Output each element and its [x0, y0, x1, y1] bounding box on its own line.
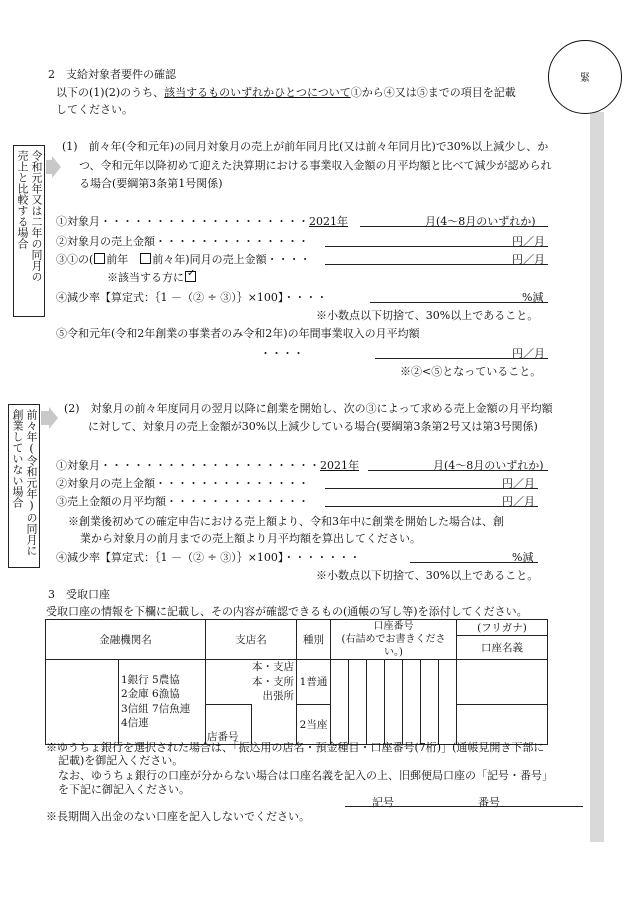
case2-item2-unit: 円／月	[502, 477, 535, 490]
case1-item4: ④減少率【算定式：｛1 －（② ÷ ③）｝×100】・・・・	[56, 291, 328, 304]
case1-item4-unit: %減	[522, 291, 544, 304]
margin-bar	[590, 112, 604, 842]
col-holder-header: 口座名義	[457, 636, 548, 660]
case2-item4-unit: %減	[512, 551, 534, 564]
case2-side-label: 前々年(令和元年)の同月に 創業していない場合	[8, 404, 40, 568]
type-current-option[interactable]: 2当座	[297, 704, 331, 744]
case1-item2-unit: 円／月	[512, 235, 545, 248]
checkbox-prev-year[interactable]	[94, 253, 105, 264]
account-digit-5[interactable]	[403, 660, 421, 745]
case1-check-note: ※該当する方に ✓	[107, 268, 196, 284]
yucho-note-1: ※ゆうちょ銀行を選択された場合は、「振込用の店名・預金種目・口座番号(7桁)」(通帳見開き下部に	[46, 741, 545, 754]
case2-line1: (2) 対象月の前々年度同月の翌月以降に創業を開始し、次の③によって求める売上金額の月平均額	[64, 402, 553, 415]
case1-item1: ①対象月・・・・・・・・・・・・・・・・・・・2021年	[56, 215, 348, 228]
case1-side-label: 令和元年又は二年の同月の 売上と比較する場合	[13, 145, 45, 317]
col-kana-header: (フリガナ)	[457, 620, 548, 636]
section3-intro: 受取口座の情報を下欄に記載し、その内容が確認できるもの(通帳の写し等)を添付してください。	[46, 605, 528, 618]
type-ordinary-option[interactable]: 1普通	[297, 660, 331, 705]
account-holder-field[interactable]	[457, 704, 548, 744]
account-table	[45, 619, 548, 745]
section2-intro-cont: してください。	[56, 103, 133, 116]
case1-item3: ③①の( 前年 前々年)同月の売上金額・・・・	[56, 253, 311, 266]
case1-item5: ⑤令和元年(令和2年創業の事業者のみ令和2年)の年間事業収入の月平均額	[56, 327, 420, 340]
case1-item1-note: 月(4～8月のいずれか)	[425, 215, 536, 228]
col-bank-header: 金融機関名	[46, 620, 206, 660]
case2-note-b: 業から対象月の前月までの売上額より月平均額を算出してください。	[80, 532, 421, 545]
branch-name-field[interactable]	[252, 704, 297, 744]
case1-item5-note: ※②<⑤となっていること。	[400, 365, 542, 378]
case1-item2: ②対象月の売上金額・・・・・・・・・・・・・・	[56, 235, 309, 248]
yucho-note-3: なお、ゆうちょ銀行の口座が分からない場合は口座名義を記入の上、旧郵便局口座の「記号・番号」	[58, 769, 553, 782]
case2-item1-note: 月(4～8月のいずれか)	[433, 459, 544, 472]
case2-item4-note: ※小数点以下切捨て、30%以上であること。	[316, 569, 539, 582]
col-type-header: 種別	[297, 620, 331, 660]
branch-options[interactable]: 本・支店 本・支所 出張所	[206, 660, 297, 705]
account-digit-6[interactable]	[421, 660, 439, 745]
account-digit-1[interactable]	[331, 660, 349, 745]
case1-item4-note: ※小数点以下切捨て、30%以上であること。	[316, 309, 539, 322]
case1-item5-unit: 円／月	[512, 347, 545, 360]
case1-line3: る場合(要綱第3条第1号関係)	[79, 177, 223, 190]
account-digit-2[interactable]	[349, 660, 367, 745]
col-branch-header: 支店名	[206, 620, 297, 660]
branch-number-field[interactable]: 店番号	[206, 704, 252, 744]
col-account-header: 口座番号 (右詰めでお書きくださ い。)	[331, 620, 457, 660]
case2-item2: ②対象月の売上金額・・・・・・・・・・・・・・	[56, 477, 309, 490]
case2-arrow-bar	[41, 411, 49, 425]
case2-item4: ④減少率【算定式：｛1 －（② ÷ ③）｝×100】・・・・・・・	[56, 551, 361, 564]
bank-name-field[interactable]	[46, 660, 119, 745]
kana-field[interactable]	[457, 660, 548, 705]
kigo-bango-field[interactable]	[345, 806, 583, 807]
dormant-account-note: ※長期間入出金のない口座を記入しないでください。	[46, 810, 310, 823]
case1-item5-dots: ・・・・	[260, 347, 304, 360]
case2-item3-unit: 円／月	[502, 495, 535, 508]
kigo-label: 記号	[372, 796, 394, 809]
case1-arrow-icon	[52, 156, 61, 178]
checkbox-two-years-ago[interactable]	[140, 253, 151, 264]
case1-line1: (1) 前々年(令和元年)の同月対象月の売上が前年同月比(又は前々年同月比)で30%以上減少し、か	[62, 140, 549, 153]
section2-heading: 2 支給対象者要件の確認	[48, 68, 176, 81]
case2-item3: ③売上金額の月平均額・・・・・・・・・・・・・	[56, 495, 309, 508]
case2-arrow-icon	[49, 407, 58, 429]
bango-label: 番号	[478, 796, 500, 809]
yucho-note-4: を下記に御記入ください。	[58, 783, 190, 796]
account-digit-4[interactable]	[385, 660, 403, 745]
section3-heading: 3 受取口座	[48, 588, 110, 601]
case2-line2: に対して、対象月の売上金額が30%以上減少している場合(要綱第3条第2号又は第3号関係)	[88, 420, 538, 433]
case1-item3-unit: 円／月	[512, 253, 545, 266]
case2-note-a: ※創業後初めての確定申告における売上額より、令和3年中に創業を開始した場合は、創	[68, 515, 504, 528]
case1-line2: つ、令和元年以降初めて迎えた決算期における事業収入金額の月平均額と比べて減少が認められ	[79, 159, 552, 172]
yucho-note-2: 記載)を御記入ください。	[58, 754, 184, 767]
bank-type-options[interactable]: 1銀行 5農協 2金庫 6漁協 3信組 7信魚連 4信連	[119, 660, 206, 745]
account-digit-3[interactable]	[367, 660, 385, 745]
case2-item1: ①対象月・・・・・・・・・・・・・・・・・・・・2021年	[56, 459, 359, 472]
section2-intro: 以下の(1)(2)のうち、該当するものいずれかひとつについて①から④又は⑤までの項目を記載	[56, 86, 516, 99]
checkbox-sample-icon: ✓	[185, 271, 196, 282]
account-digit-7[interactable]	[439, 660, 457, 745]
urgent-stamp: 緊	[548, 40, 622, 114]
